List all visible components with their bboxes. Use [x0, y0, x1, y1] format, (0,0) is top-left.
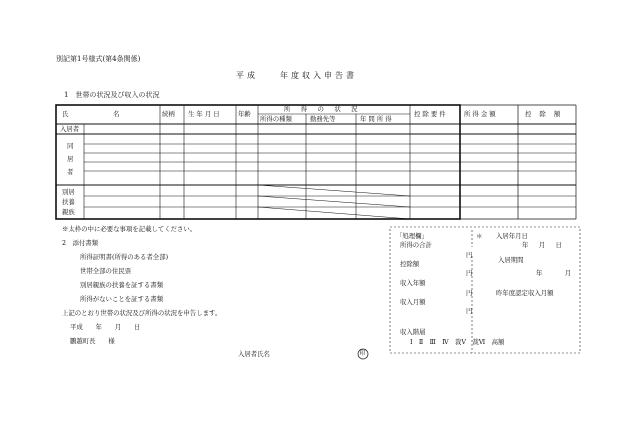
- yen-unit: 円: [466, 251, 473, 259]
- monthly-income-label: 収入月額: [400, 298, 426, 306]
- processing-star: ＊: [476, 232, 483, 240]
- period-label: 入居期間: [498, 256, 524, 264]
- recipient-line: 鸝越町長 様: [70, 337, 115, 345]
- header-annual-income: 年 間 所 得: [360, 115, 392, 123]
- row-label-separate-2: 扶養: [62, 198, 75, 206]
- row-label-cohabitant-2: 居: [67, 155, 74, 163]
- header-income-status: 所 得 の 状 況: [284, 105, 360, 113]
- yen-unit: 円: [466, 269, 473, 277]
- section-2-heading: 2 添付書類: [62, 239, 99, 247]
- move-in-date-value: 年 月 日: [522, 241, 564, 249]
- deduction-label: 控除額: [400, 260, 420, 268]
- header-relation: 続柄: [162, 110, 175, 118]
- period-value: 年 月: [536, 269, 580, 277]
- row-label-separate-1: 別居: [62, 188, 75, 196]
- header-deduction-amount: 控 除 額: [525, 110, 564, 118]
- income-total-label: 所得の合計: [400, 241, 432, 249]
- note-text: ※太枠の中に必要な事項を記載してください。: [62, 225, 197, 233]
- attachment-item: 世帯全部の住民票: [80, 267, 132, 275]
- header-name: 氏 名: [62, 110, 120, 118]
- annual-income-label: 収入年額: [400, 279, 426, 287]
- income-rank-label: 収入階層: [400, 328, 426, 336]
- seal-mark: 印: [359, 349, 366, 357]
- yen-unit: 円: [466, 307, 473, 315]
- section-1-heading: 1 世帯の状況及び収入の状況: [64, 91, 160, 99]
- header-birthdate: 生 年 月 日: [188, 110, 220, 118]
- attachment-item: 所得がないことを証する書類: [80, 295, 164, 303]
- yen-unit: 円: [466, 289, 473, 297]
- move-in-date-label: 入居年月日: [496, 232, 528, 240]
- applicant-name-label: 入居者氏名: [238, 350, 270, 358]
- processing-box-title: 「処理欄」: [396, 232, 428, 240]
- header-deduction-requirements: 控 除 要 件: [414, 110, 446, 118]
- form-reference: 別記第1号様式(第4条関係): [56, 55, 141, 63]
- row-label-cohabitant-3: 者: [67, 168, 74, 176]
- date-line: 平成 年 月 日: [70, 323, 141, 331]
- declaration-text: 上記のとおり世帯の状況及び所得の状況を申告します。: [62, 309, 222, 317]
- header-age: 年齢: [238, 110, 251, 118]
- attachment-item: 所得証明書(所得のある者全部): [80, 253, 169, 261]
- row-label-resident: 入居者: [60, 125, 80, 133]
- row-label-cohabitant-1: 同: [67, 142, 74, 150]
- attachment-item: 別居親族の扶養を証する書類: [80, 281, 164, 289]
- header-employer: 勤務先等: [310, 115, 336, 123]
- header-income-type: 所得の種類: [260, 115, 292, 123]
- document-title: 平成 年度収入申告書: [236, 71, 357, 80]
- header-income-amount: 所 得 金 額: [464, 110, 496, 118]
- prev-year-monthly-label: 昨年度認定収入月額: [496, 289, 554, 297]
- income-ranks: Ⅰ Ⅱ Ⅲ Ⅳ 裁Ⅴ 裁Ⅵ 高額: [410, 338, 505, 346]
- row-label-separate-3: 親族: [62, 208, 75, 216]
